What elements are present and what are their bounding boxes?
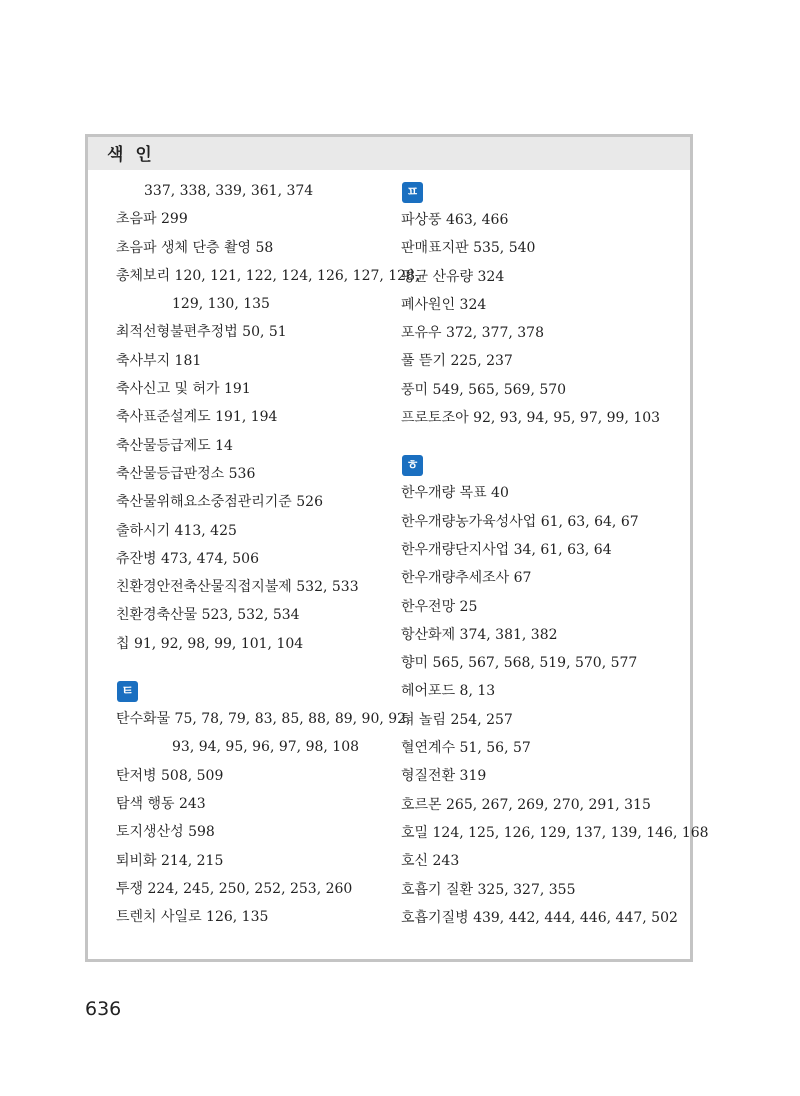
index-entry-continuation: 337, 338, 339, 361, 374 xyxy=(144,183,314,199)
index-entry: 탄수화물 75, 78, 79, 83, 85, 88, 89, 90, 92, xyxy=(116,711,411,728)
index-entry: 축사신고 및 허가 191 xyxy=(116,381,251,398)
index-entry: 친환경안전축산물직접지불제 532, 533 xyxy=(116,579,359,596)
index-entry: 축산물등급제도 14 xyxy=(116,437,233,454)
index-entry: 트렌치 사일로 126, 135 xyxy=(116,909,269,926)
index-entry: 향미 565, 567, 568, 519, 570, 577 xyxy=(401,655,638,672)
index-entry: 최적선형불편추정법 50, 51 xyxy=(116,324,287,341)
index-entry: 칩 91, 92, 98, 99, 101, 104 xyxy=(116,635,304,652)
index-entry: 호흡기 질환 325, 327, 355 xyxy=(401,881,576,898)
index-entry: 평균 산유량 324 xyxy=(401,268,505,285)
index-entry: 혀 놀림 254, 257 xyxy=(401,711,513,728)
index-entry: 한우개량농가육성사업 61, 63, 64, 67 xyxy=(401,513,639,530)
index-entry: 항산화제 374, 381, 382 xyxy=(401,626,558,643)
index-entry: 축사표준설계도 191, 194 xyxy=(116,409,278,426)
index-entry: 판매표지판 535, 540 xyxy=(401,240,536,257)
index-entry: 형질전환 319 xyxy=(401,768,487,785)
index-title: 색 인 xyxy=(107,145,155,165)
index-header-bar xyxy=(88,137,690,170)
section-badge-p: ㅍ xyxy=(402,182,423,203)
index-entry: 탐색 행동 243 xyxy=(116,795,206,812)
index-entry-continuation: 129, 130, 135 xyxy=(172,296,270,313)
index-entry: 초음파 299 xyxy=(116,211,188,228)
index-entry: 호신 243 xyxy=(401,853,460,870)
index-entry: 축산물등급판정소 536 xyxy=(116,465,256,482)
index-entry: 호르몬 265, 267, 269, 270, 291, 315 xyxy=(401,796,651,813)
index-entry: 한우개량단지사업 34, 61, 63, 64 xyxy=(401,541,612,558)
index-frame xyxy=(85,134,709,962)
index-entry: 한우전망 25 xyxy=(401,598,478,615)
index-entry: 축사부지 181 xyxy=(116,352,202,369)
index-entry: 퇴비화 214, 215 xyxy=(116,852,224,869)
index-entry: 호밀 124, 125, 126, 129, 137, 139, 146, 168 xyxy=(401,824,709,841)
index-entry: 풀 뜯기 225, 237 xyxy=(401,353,513,370)
index-entry: 폐사원인 324 xyxy=(401,296,487,313)
index-entry: 포유우 372, 377, 378 xyxy=(401,325,544,342)
index-entry: 출하시기 413, 425 xyxy=(116,522,237,539)
index-entry: 프로토조아 92, 93, 94, 95, 97, 99, 103 xyxy=(401,410,661,427)
section-badge-t: ㅌ xyxy=(117,681,138,702)
section-badge-h: ㅎ xyxy=(402,455,423,476)
index-entry: 토지생산성 598 xyxy=(116,824,215,841)
index-entry: 한우개량추세조사 67 xyxy=(401,570,532,587)
index-entry: 한우개량 목표 40 xyxy=(401,485,509,502)
index-entry: 파상풍 463, 466 xyxy=(401,212,509,228)
index-entry: 혈연계수 51, 56, 57 xyxy=(401,740,531,757)
index-entry: 헤어포드 8, 13 xyxy=(401,683,496,700)
index-entry: 초음파 생체 단층 촬영 58 xyxy=(116,239,274,256)
index-entry: 친환경축산물 523, 532, 534 xyxy=(116,607,300,624)
index-entry: 풍미 549, 565, 569, 570 xyxy=(401,381,567,398)
page-number: 636 xyxy=(85,998,122,1020)
right-column xyxy=(401,177,709,932)
index-entry-continuation: 93, 94, 95, 96, 97, 98, 108 xyxy=(172,739,360,756)
index-entry: 축산물위해요소중점관리기준 526 xyxy=(116,494,323,511)
index-entry: 호흡기질병 439, 442, 444, 446, 447, 502 xyxy=(401,909,678,926)
index-entry: 투쟁 224, 245, 250, 252, 253, 260 xyxy=(116,880,353,897)
index-entry: 총체보리 120, 121, 122, 124, 126, 127, 128, xyxy=(116,267,420,284)
left-column xyxy=(116,177,420,931)
index-entry: 츄잔병 473, 474, 506 xyxy=(116,550,259,567)
index-entry: 탄저병 508, 509 xyxy=(116,767,224,784)
